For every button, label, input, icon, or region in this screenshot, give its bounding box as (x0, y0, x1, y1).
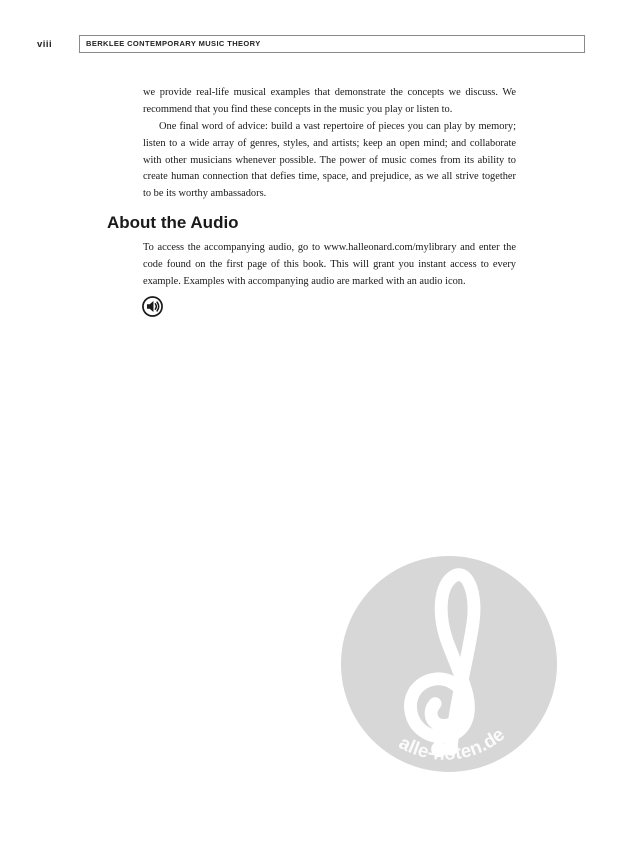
section-heading: About the Audio (107, 213, 239, 232)
watermark-text: alle-noten.de (395, 723, 509, 764)
paragraph-continued: we provide real-life musical examples that demonstrate the concepts we discuss. We recommend that you find these concepts in the music you play or listen to. (143, 87, 516, 115)
paragraph-audio: To access the accompanying audio, go to www.halleonard.com/mylibrary and enter the code found on the first page of this book. This will grant you instant access to every example. Examples with accompanying audio are marked with an audio icon. (143, 242, 516, 287)
paragraph-final-advice: One final word of advice: build a vast repertoire of pieces you can play by memory; listen to a wide array of genres, styles, and artists; keep an open mind; and collaborate with other musicians whenever possible. The power of music comes from its ability to create human connection that defies time, space, and prejudice, as we all strive together to be its worthy ambassadors. (143, 121, 516, 200)
treble-clef-watermark (340, 555, 558, 773)
speaker-icon (142, 296, 163, 317)
book-title: BERKLEE CONTEMPORARY MUSIC THEORY (86, 39, 261, 48)
running-head (37, 35, 587, 55)
running-head-box (79, 35, 585, 53)
page-number: viii (37, 39, 53, 50)
